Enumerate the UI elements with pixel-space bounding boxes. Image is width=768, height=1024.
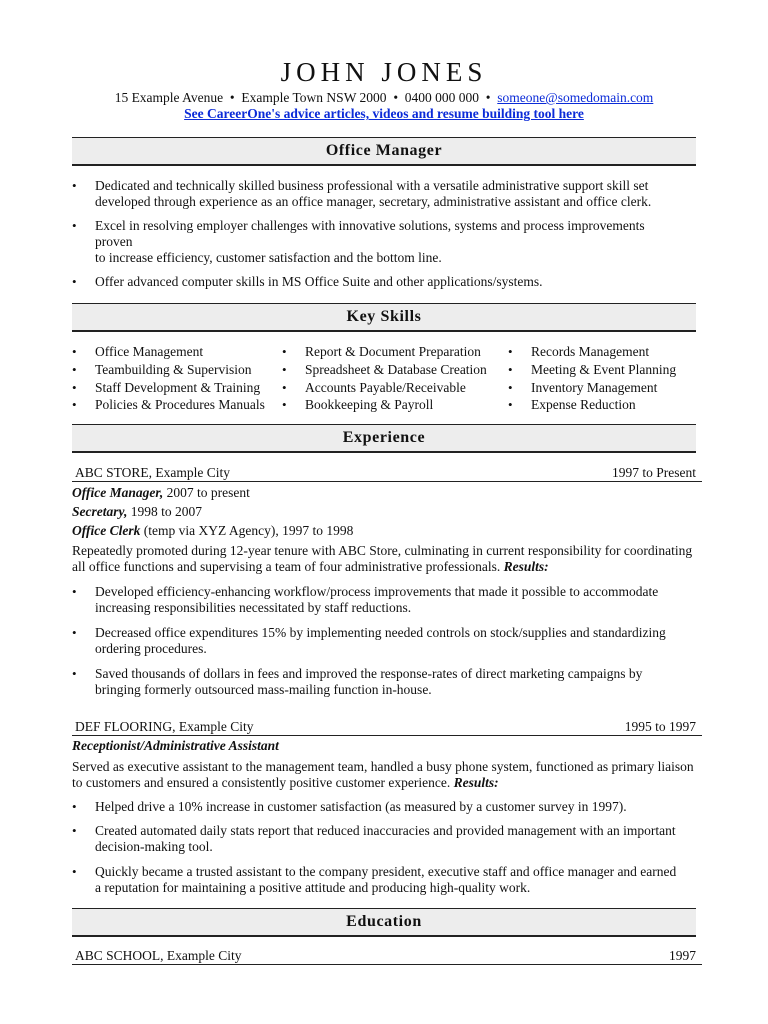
def-results-list	[72, 799, 696, 896]
role-receptionist	[72, 738, 279, 754]
list-item: • Quickly became a trusted assistant to the company president, executive staff and office manager and earned a reputation for maintaining a positive attitude and producing high-quality work.	[72, 864, 696, 896]
employer-line-abc	[72, 465, 702, 482]
results-label: Results:	[503, 559, 549, 574]
results-label: Results:	[453, 775, 499, 790]
employment-dates: 1995 to 1997	[624, 719, 696, 734]
employer-line-def	[72, 719, 702, 736]
skills-column-3	[508, 343, 676, 414]
advice-line	[0, 106, 768, 122]
role-dates: 2007 to present	[163, 485, 250, 500]
school-name: ABC SCHOOL, Example City	[75, 948, 242, 963]
email-link[interactable]: someone@somedomain.com	[497, 90, 654, 105]
list-item: • Excel in resolving employer challenges with innovative solutions, systems and process improvements proven to increase efficiency, customer satisfaction and the bottom line.	[72, 218, 696, 266]
employment-dates: 1997 to Present	[612, 465, 696, 480]
skill-item: • Inventory Management	[508, 379, 676, 397]
role-title: Office Manager,	[72, 485, 164, 500]
list-item: • Helped drive a 10% increase in customer satisfaction (as measured by a customer survey in 1997).	[72, 799, 696, 815]
role-title: Secretary,	[72, 504, 128, 519]
abc-summary: Repeatedly promoted during 12-year tenure with ABC Store, culminating in current responsibility for coordinating all office functions and supervising a team of four administrative professionals. Results:	[72, 543, 693, 574]
skill-item: • Teambuilding & Supervision	[72, 361, 265, 379]
employer-name: DEF FLOORING, Example City	[75, 719, 254, 734]
section-office-manager: Office Manager	[72, 137, 696, 166]
role-title: Receptionist/Administrative Assistant	[72, 738, 279, 753]
skill-item: • Accounts Payable/Receivable	[282, 379, 487, 397]
skill-item: • Bookkeeping & Payroll	[282, 396, 487, 414]
skill-item: • Expense Reduction	[508, 396, 676, 414]
list-item: • Decreased office expenditures 15% by implementing needed controls on stock/supplies and standardizing ordering procedures.	[72, 625, 696, 657]
town: Example Town NSW 2000	[241, 90, 387, 105]
section-education: Education	[72, 908, 696, 937]
role-title: Office Clerk	[72, 523, 141, 538]
skill-item: • Meeting & Event Planning	[508, 361, 676, 379]
skills-column-2	[282, 343, 487, 414]
role-secretary	[72, 504, 202, 520]
candidate-name: JOHN JONES	[280, 57, 488, 87]
contact-line	[0, 90, 768, 106]
skill-item: • Report & Document Preparation	[282, 343, 487, 361]
role-dates: (temp via XYZ Agency), 1997 to 1998	[140, 523, 354, 538]
bullet-separator: •	[226, 90, 239, 105]
def-summary: Served as executive assistant to the management team, handled a busy phone system, functioned as primary liaison to customers and ensured a consistently positive customer experience. Results:	[72, 759, 694, 790]
section-experience: Experience	[72, 424, 696, 453]
skill-item: • Spreadsheet & Database Creation	[282, 361, 487, 379]
skill-item: • Records Management	[508, 343, 676, 361]
list-item: • Developed efficiency-enhancing workflow/process improvements that made it possible to accommodate increasing responsibilities necessitated by staff reductions.	[72, 584, 696, 616]
education-line	[72, 948, 702, 965]
role-office-clerk	[72, 523, 353, 539]
bullet-separator: •	[482, 90, 494, 105]
phone: 0400 000 000	[404, 90, 480, 105]
careerone-advice-link[interactable]: See CareerOne's advice articles, videos and resume building tool here	[184, 106, 584, 121]
section-key-skills: Key Skills	[72, 303, 696, 332]
employer-name: ABC STORE, Example City	[75, 465, 231, 480]
skills-column-1	[72, 343, 265, 414]
skill-item: • Policies & Procedures Manuals	[72, 396, 265, 414]
profile-list	[72, 178, 696, 290]
bullet-separator: •	[389, 90, 402, 105]
list-item: • Offer advanced computer skills in MS Office Suite and other applications/systems.	[72, 274, 696, 290]
role-office-manager	[72, 485, 250, 501]
role-dates: 1998 to 2007	[127, 504, 202, 519]
skill-item: • Office Management	[72, 343, 265, 361]
graduation-year: 1997	[669, 948, 696, 963]
abc-results-list	[72, 584, 696, 698]
list-item: • Dedicated and technically skilled business professional with a versatile administrative support skill set developed through experience as an office manager, secretary, administrative assistant and office clerk.	[72, 178, 696, 210]
skill-item: • Staff Development & Training	[72, 379, 265, 397]
list-item: • Saved thousands of dollars in fees and improved the response-rates of direct marketing campaigns by bringing formerly outsourced mass-mailing function in-house.	[72, 666, 696, 698]
list-item: • Created automated daily stats report that reduced inaccuracies and provided management with an important decision-making tool.	[72, 823, 696, 855]
address: 15 Example Avenue	[114, 90, 224, 105]
